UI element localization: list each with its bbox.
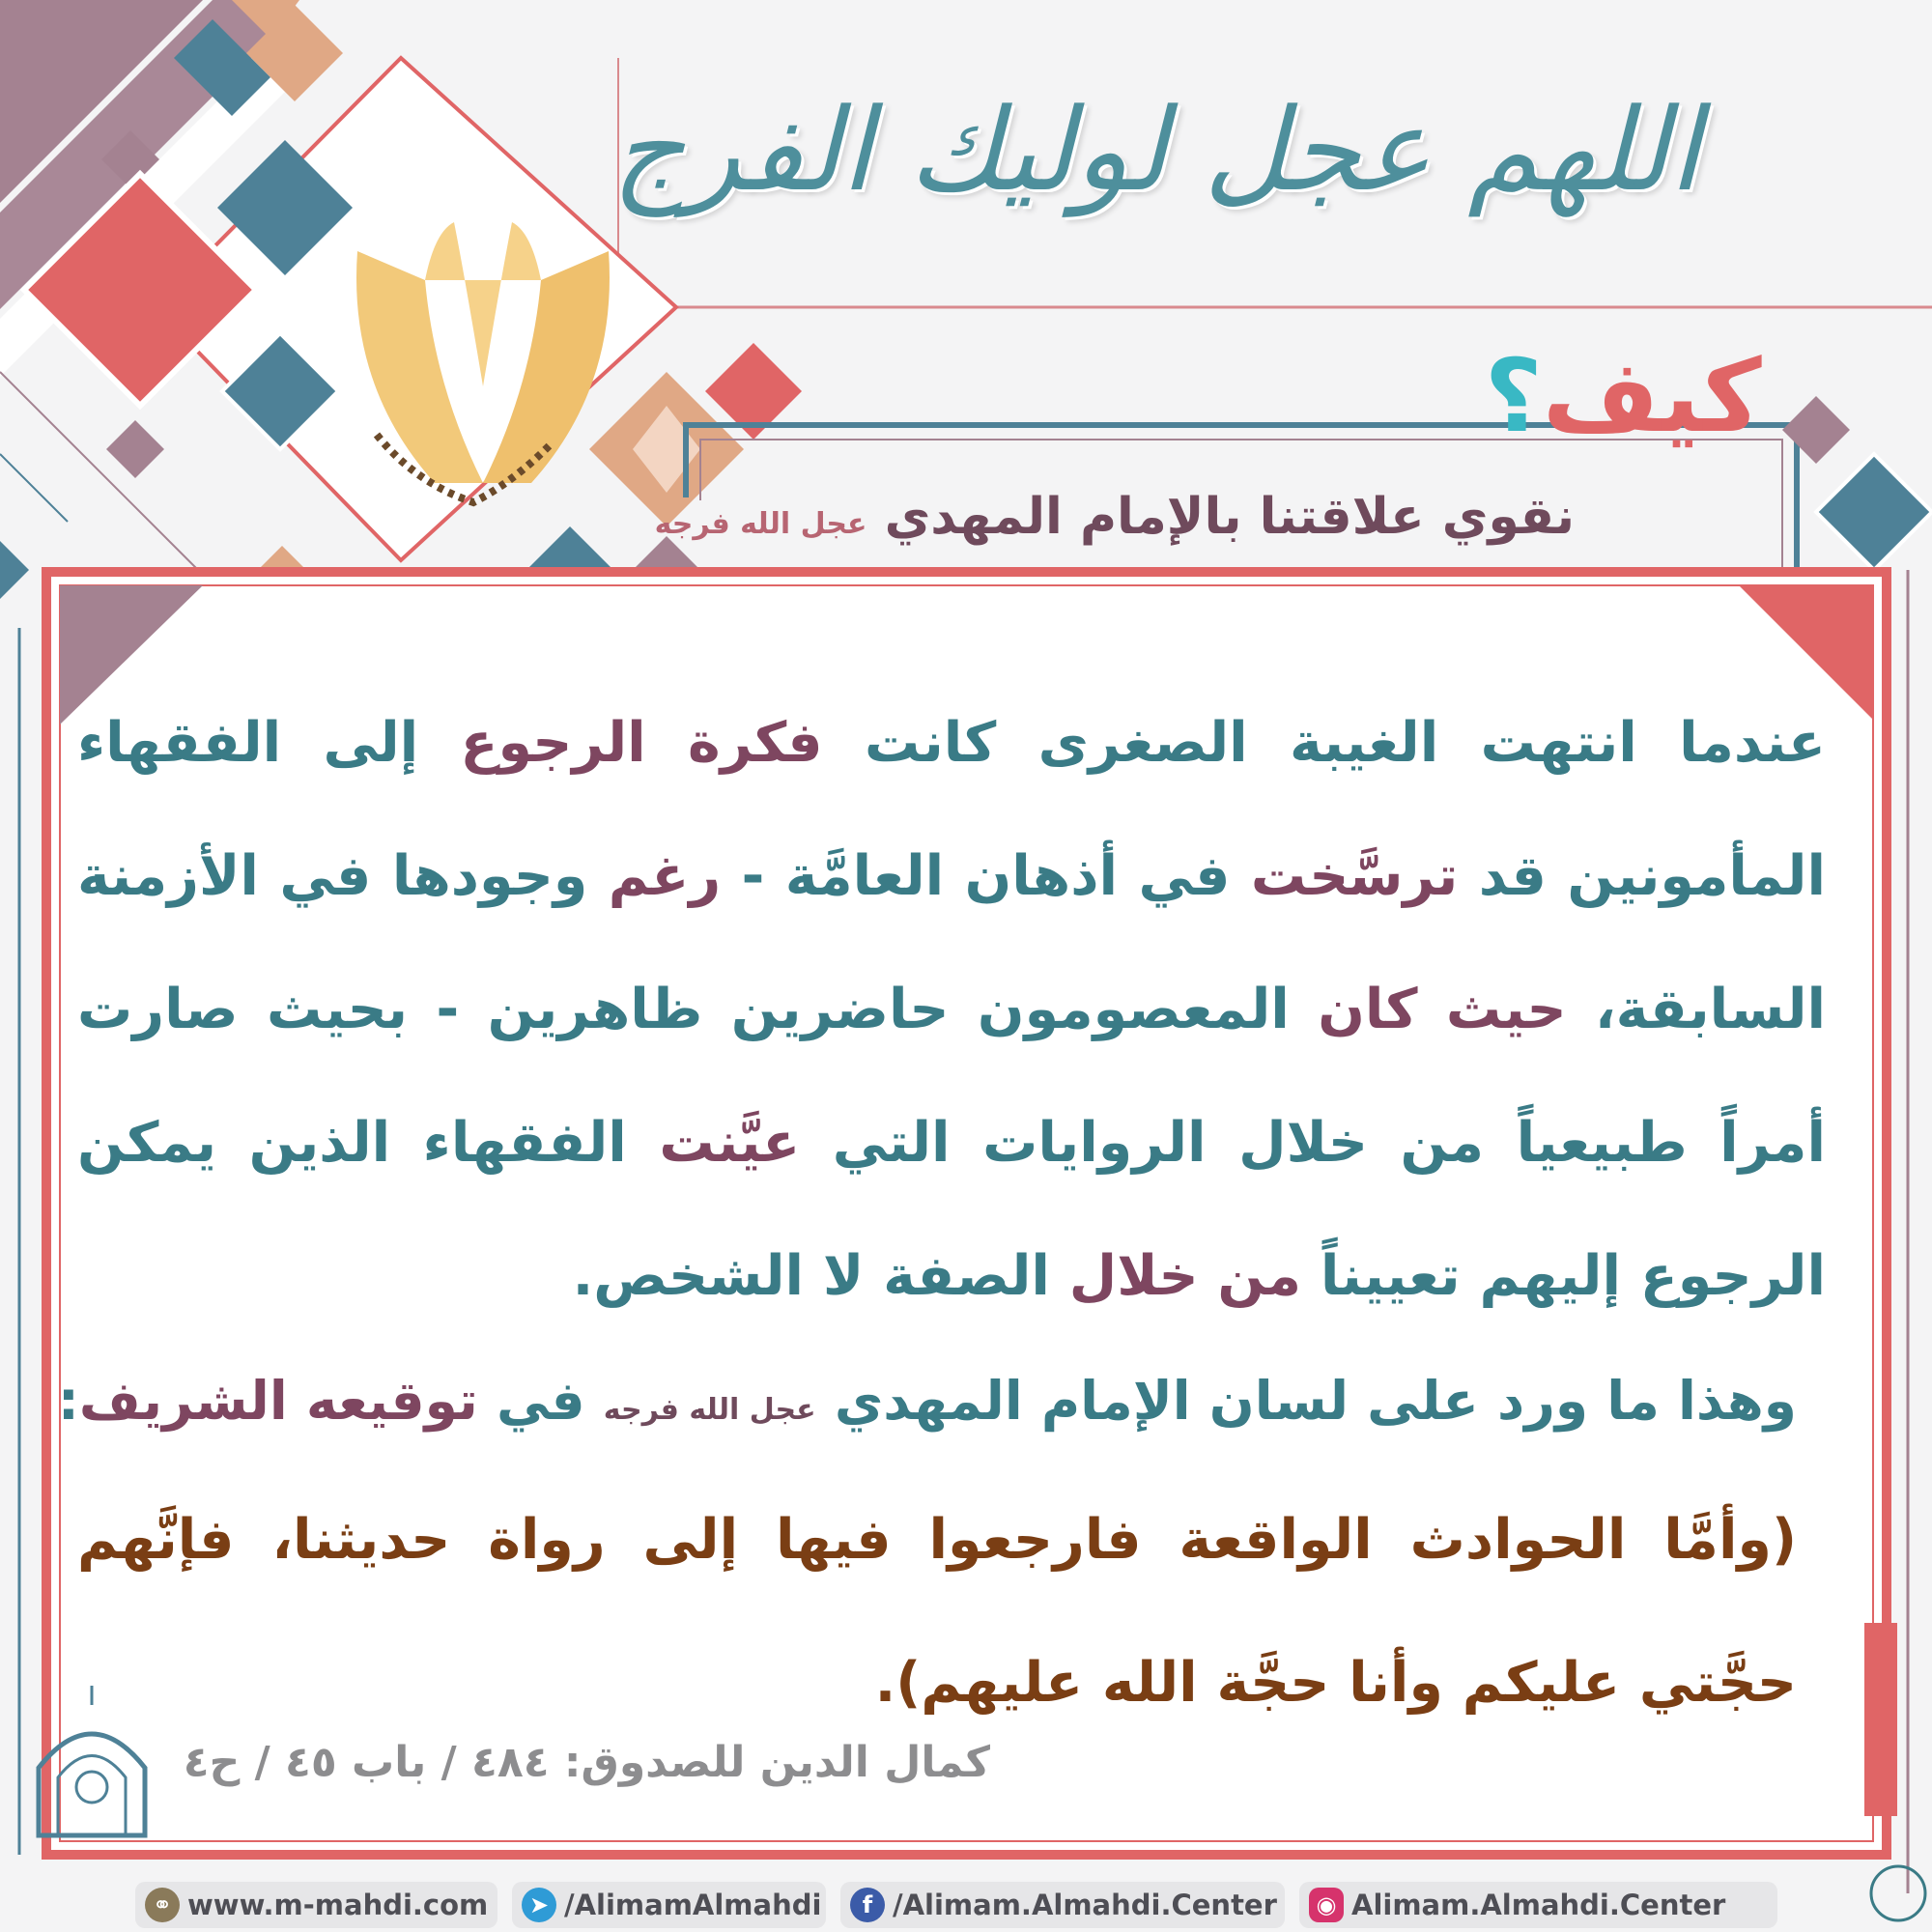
facebook-link[interactable]: [840, 1882, 1285, 1928]
header-calligraphy: اللهم عجل لوليك الفرج: [611, 83, 1700, 216]
subtitle-text: نقوي علاقتنا بالإمام المهدي: [884, 488, 1575, 546]
paragraph-segment: وجودها في الأزمنة السابقة،: [77, 844, 1827, 1041]
intro-colon: :: [57, 1370, 79, 1432]
subtitle-honorific: عجل الله فرجه: [654, 507, 867, 541]
intro-highlight: توقيعه الشريف: [78, 1370, 478, 1432]
question-mark: ؟: [1484, 337, 1543, 455]
praying-hands-image: [319, 193, 647, 512]
website-link[interactable]: [135, 1882, 497, 1928]
highlighted-phrase: فكرة الرجوع: [460, 711, 823, 775]
highlighted-phrase: ترسَّخت: [1250, 844, 1459, 908]
instagram-link[interactable]: [1299, 1882, 1777, 1928]
paragraph-segment: إلى الفقهاء المأمونين قد: [77, 711, 1826, 908]
paragraph-segment: عندما انتهت الغيبة الصغرى كانت: [822, 711, 1826, 775]
paragraph-segment: الفقهاء الذين يمكن الرجوع إليهم تعييناً: [77, 1111, 1826, 1308]
globe-icon: ⚭: [145, 1888, 180, 1922]
subtitle: [654, 473, 1575, 560]
calligraphy-logo: [1871, 1866, 1925, 1920]
highlighted-phrase: حيث كان: [1318, 978, 1567, 1041]
body-paragraph: [77, 676, 1826, 1343]
intro-line: [57, 1343, 1826, 1468]
source-citation: كمال الدين للصدوق: ٤٨٤ / باب ٤٥ / ح٤: [183, 1738, 990, 1787]
paragraph-segment: المعصومون حاضرين ظاهرين - بحيث صارت أمراً طبيعياً من خلال الروايات التي: [77, 978, 1826, 1175]
intro-in: في: [477, 1370, 604, 1432]
banner-how-word: [1454, 333, 1792, 459]
facebook-text: /Alimam.Almahdi.Center: [893, 1889, 1277, 1921]
website-text: www.m-mahdi.com: [187, 1889, 489, 1921]
instagram-icon: ◉: [1309, 1888, 1344, 1922]
intro-text: وهذا ما ورد على لسان الإمام المهدي: [815, 1370, 1797, 1432]
highlighted-phrase: عيَّنت: [659, 1111, 801, 1175]
paragraph-segment: في أذهان العامَّة -: [721, 844, 1251, 908]
telegram-icon: ➤: [522, 1888, 556, 1922]
highlighted-phrase: من خلال: [1068, 1244, 1301, 1308]
facebook-icon: f: [850, 1888, 885, 1922]
banner-word: كيف: [1542, 337, 1762, 455]
instagram-text: Alimam.Almahdi.Center: [1351, 1889, 1726, 1921]
intro-honorific: عجل الله فرجه: [603, 1393, 816, 1427]
telegram-text: /AlimamAlmahdi: [564, 1889, 822, 1921]
telegram-link[interactable]: [512, 1882, 826, 1928]
paragraph-segment: الصفة لا الشخص.: [572, 1244, 1069, 1308]
footer-links: [135, 1882, 1777, 1932]
highlighted-phrase: رغم: [608, 844, 722, 908]
hadith-quote: (وأمَّا الحوادث الواقعة فارجعوا فيها إلى رواة حديثنا، فإنَّهم حجَّتي عليكم وأنا حجَّة الله عليهم).: [77, 1508, 1797, 1715]
main-content: [57, 676, 1827, 1739]
